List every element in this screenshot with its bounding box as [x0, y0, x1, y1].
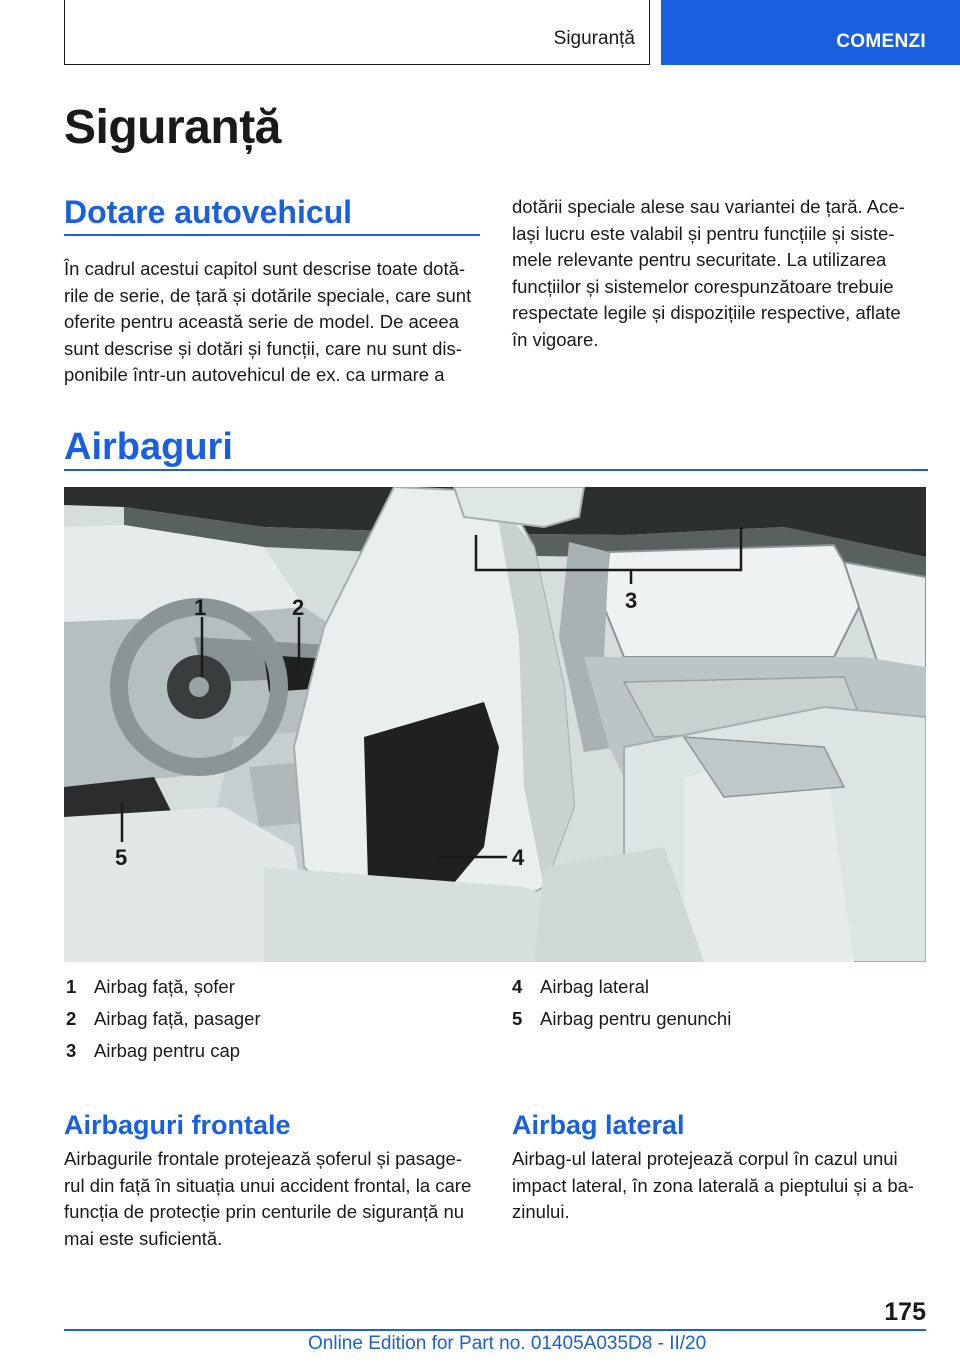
text-line: În cadrul acestui capitol sunt descrise toate dotă- [64, 258, 466, 279]
text-line: rile de serie, de țară și dotările speciale, care sunt [64, 284, 472, 306]
callout-1: 1 [194, 595, 207, 620]
page-header [0, 0, 960, 66]
frontale-paragraph [64, 1146, 484, 1252]
text-line: mai este suficientă. [64, 1227, 223, 1249]
lateral-paragraph [512, 1146, 932, 1226]
text-line: rul din față în situația unui accident frontal, la care [64, 1174, 472, 1196]
text-line: sunt descrise și dotări și funcții, care nu sunt dis- [64, 337, 462, 359]
footer-rule [64, 1329, 926, 1331]
text-line: Airbagurile frontale protejează șoferul și pasage- [64, 1148, 462, 1169]
airbag-illustration [64, 487, 926, 962]
legend-number: 5 [512, 1008, 523, 1029]
legend-number: 2 [66, 1008, 77, 1029]
legend-label: Airbag față, șofer [94, 976, 235, 997]
text-line: Airbag-ul lateral protejează corpul în cazul unui [512, 1148, 898, 1169]
heading-airbaguri: Airbaguri [64, 426, 233, 468]
legend-label: Airbag pentru genunchi [540, 1008, 732, 1029]
text-line: lași lucru este valabil și pentru funcțiile și siste- [512, 222, 895, 244]
footer-edition-link[interactable]: Online Edition for Part no. 01405A035D8 - II/20 [308, 1333, 707, 1354]
heading-rule [64, 234, 480, 236]
header-frame [64, 0, 650, 65]
text-line: ponibile într-un autovehicul de ex. ca urmare a [64, 364, 445, 385]
legend-label: Airbag pentru cap [94, 1040, 241, 1061]
legend-number: 3 [66, 1040, 77, 1061]
callout-4: 4 [512, 845, 525, 870]
text-line: zinului. [512, 1201, 570, 1222]
callout-5: 5 [115, 845, 128, 870]
heading-airbag-lateral: Airbag lateral [512, 1110, 685, 1140]
dotare-paragraph-col2 [512, 194, 932, 353]
text-line: funcția de protecție prin centurile de siguranță nu [64, 1201, 465, 1222]
car-interior-drawing [64, 487, 926, 962]
heading-airbaguri-frontale: Airbaguri frontale [64, 1110, 291, 1140]
header-section-label: Siguranță [553, 28, 635, 49]
page-number: 175 [884, 1298, 926, 1326]
legend-number: 1 [66, 976, 77, 997]
legend-label: Airbag lateral [540, 976, 650, 997]
text-line: impact lateral, în zona laterală a pieptului și a ba- [512, 1174, 915, 1196]
heading-rule [64, 469, 928, 471]
text-line: mele relevante pentru securitate. La utilizarea [512, 249, 887, 270]
legend-number: 4 [512, 976, 523, 997]
callout-2: 2 [292, 595, 305, 620]
text-line: oferite pentru această serie de model. De aceea [64, 311, 459, 332]
text-line: respectate legile și dispozițiile respective, aflate [512, 302, 901, 323]
heading-dotare-autovehicul: Dotare autovehicul [64, 194, 353, 230]
header-chapter-tab[interactable]: COMENZI [661, 0, 960, 65]
page-title: Siguranță [64, 101, 281, 154]
callout-3: 3 [625, 588, 638, 613]
text-line: funcțiilor și sistemelor corespunzătoare trebuie [512, 275, 894, 297]
legend-label: Airbag față, pasager [94, 1008, 261, 1029]
dotare-paragraph-col1 [64, 256, 484, 389]
text-line: dotării speciale alese sau variantei de țară. Ace- [512, 196, 905, 217]
text-line: în vigoare. [512, 328, 599, 350]
